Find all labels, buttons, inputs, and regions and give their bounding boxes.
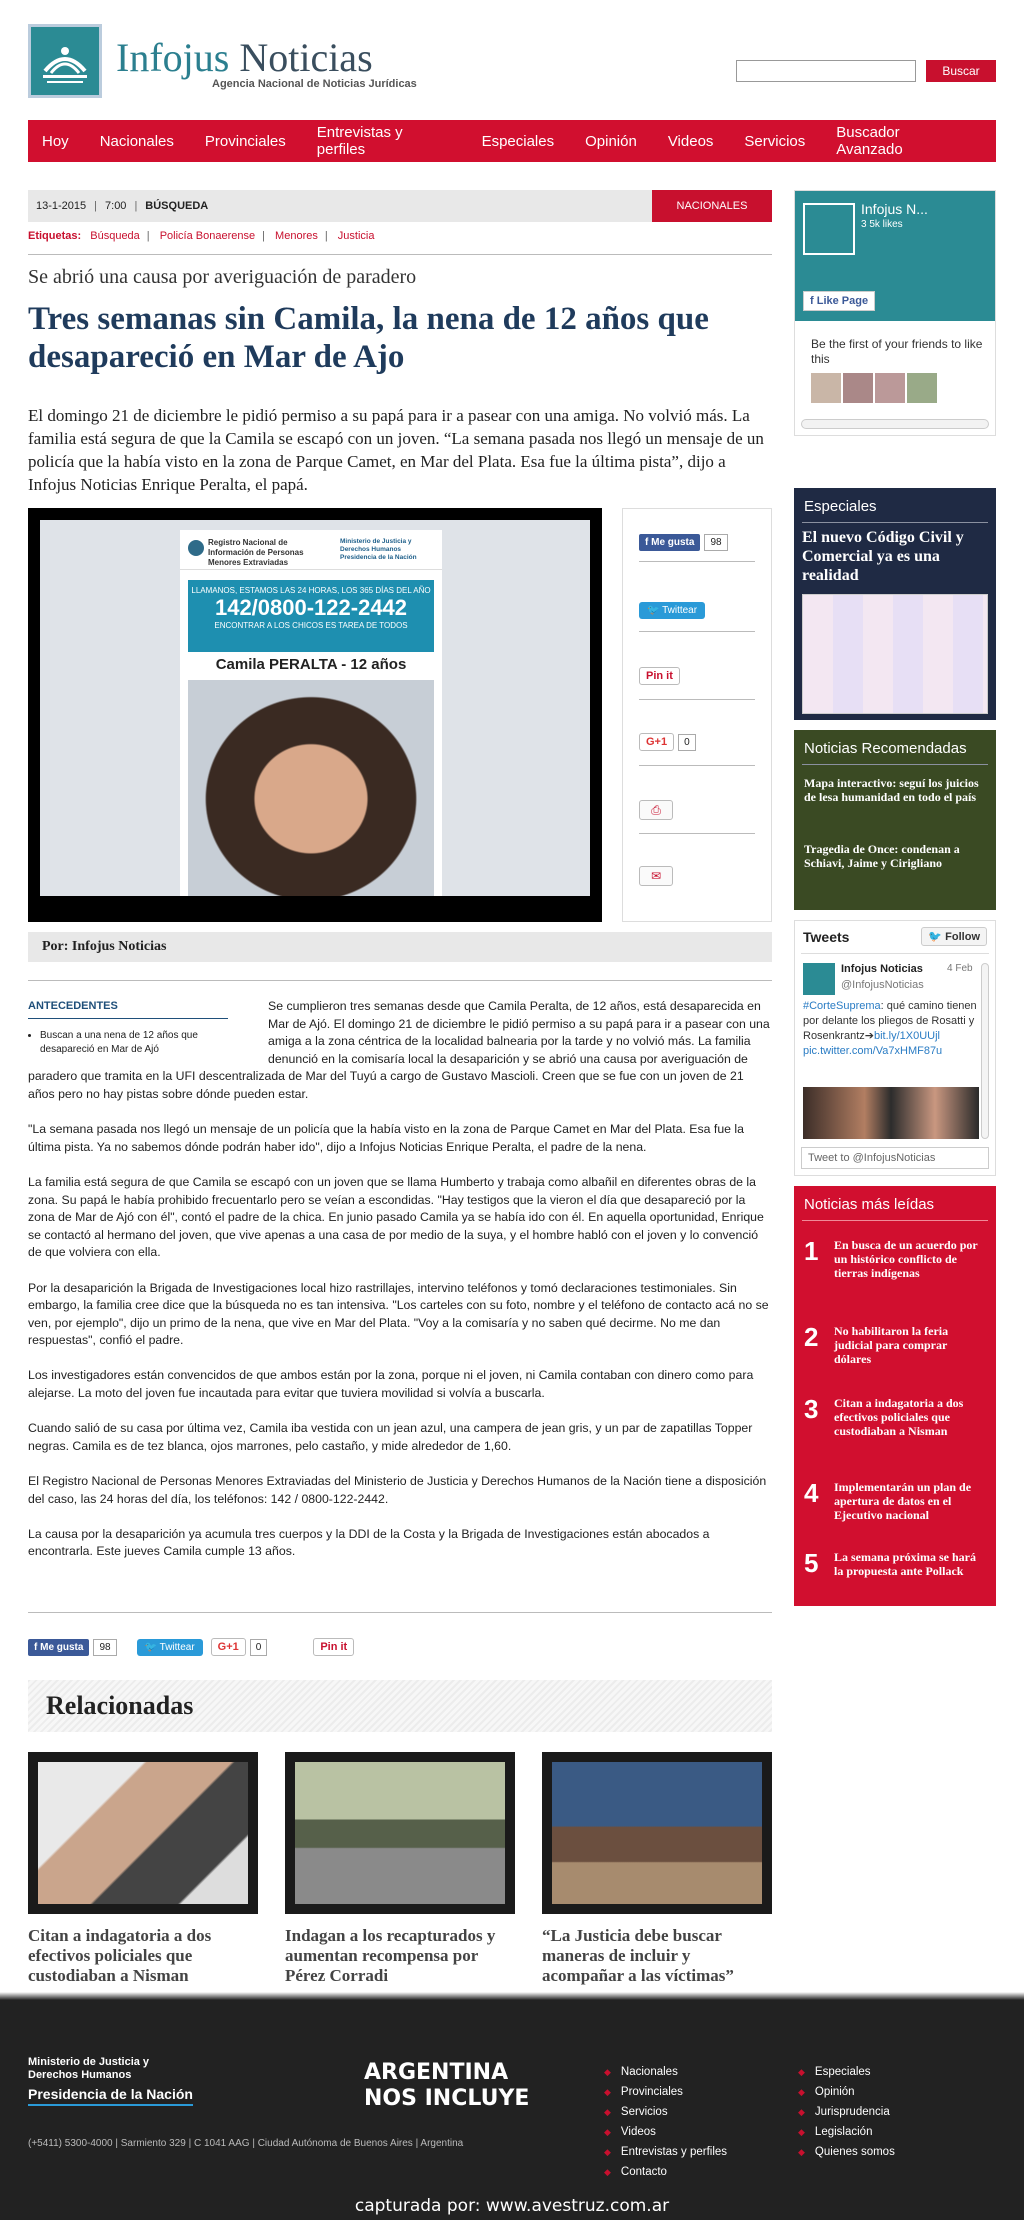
poster-phone: 142/0800-122-2442 [214, 595, 408, 620]
related-article[interactable] [542, 1752, 772, 1986]
article-paragraph: Por la desaparición la Brigada de Investigaciones local hizo rastrillajes, intervino teléfonos y tomó declaraciones testimoniales. Sin embargo, la familia cree dice que la búsqueda no es tan intensiva. "Los carteles con su foto, nombre y el teléfono de contacto acá no se ven, por ejemplo", dijo un primo de la nena, que vive en Mar del Plata. "Voy a la comisaría y no saben qué decirme. No me dan respuestas", confió el padre. [28, 1280, 769, 1348]
footer-link[interactable]: Contacto [620, 2166, 667, 2178]
pinterest-button[interactable]: Pin it [313, 1638, 354, 1656]
tag-link[interactable]: Justicia [337, 230, 375, 242]
footer-link[interactable]: Quienes somos [814, 2146, 895, 2158]
print-icon[interactable]: ⎙ [639, 800, 673, 820]
gplus-count: 0 [250, 1639, 268, 1656]
article-paragraph: La familia está segura de que Camila se escapó con un joven que se llama Humberto y trabaja como albañil en diferentes obras de la zona. Su papá le había prohibido frecuentarlo pero se veían a escondidas. "Hay testigos que la vieron el día que desapareció por la zona de Mar de Ajó con él", contó el padre de la chica. En junio pasado Camila ya se había ido con él. En aquella oportunidad, Enrique se contactó al hermano del joven, que vive apenas a una casa de por medio de la suya, y el hombre habló con el joven y lo convenció de que volviera con ella. [28, 1174, 764, 1260]
most-read-title[interactable]: La semana próxima se hará la propuesta ante Pollack [834, 1550, 976, 1578]
related-article[interactable] [28, 1752, 258, 1986]
article-meta-bar [28, 190, 772, 222]
tweet-link[interactable]: bit.ly/1X0UUjl [873, 1030, 940, 1042]
most-read-item[interactable] [804, 1236, 990, 1296]
footer-link[interactable]: Opinión [814, 2086, 855, 2098]
bottom-share-row [28, 1636, 354, 1658]
footer-link[interactable]: Jurisprudencia [814, 2106, 890, 2118]
especiales-label: Especiales [804, 498, 877, 515]
tag-list: Etiquetas: Búsqueda | Policía Bonaerense | Menores | Justicia [28, 230, 375, 242]
fb-friend-faces [811, 373, 939, 403]
footer-link[interactable]: Entrevistas y perfiles [620, 2146, 728, 2158]
divider [28, 980, 772, 981]
registry-seal-icon [188, 540, 204, 556]
most-read-title[interactable]: Citan a indagatoria a dos efectivos policiales que custodiaban a Nisman [834, 1396, 964, 1438]
related-photo [552, 1762, 762, 1904]
most-read-title[interactable]: Implementarán un plan de apertura de datos en el Ejecutivo nacional [834, 1480, 972, 1522]
article-lead: El domingo 21 de diciembre le pidió permiso a su papá para ir a pasear con una amiga. No volvió más. La familia está segura de que la Camila se escapó con un joven. “La semana pasada nos llegó un mensaje de un policía que la había visto en la zona de Parque Camet, en Mar del Plata. Esa fue la última pista”, dijo a Infojus Noticias Enrique Peralta, el papá. [28, 406, 764, 494]
gplus-count: 0 [678, 734, 696, 751]
like-count: 98 [704, 534, 727, 551]
tweet-hashtag[interactable]: #CorteSuprema [803, 1000, 881, 1012]
antecedente-link[interactable]: Buscan a una nena de 12 años que desapareció en Mar de Ajó [40, 1030, 198, 1055]
tweet-handle[interactable]: @InfojusNoticias [841, 979, 924, 991]
rank-number: 1 [804, 1236, 819, 1266]
fb-page-name[interactable]: Infojus N... [861, 201, 928, 217]
facebook-like-button[interactable]: f Me gusta [639, 534, 700, 551]
nav-videos[interactable]: Videos [667, 132, 714, 150]
fb-likes: 3 5k likes [861, 219, 903, 230]
footer-link[interactable]: Servicios [620, 2106, 668, 2118]
sun-logo-icon [39, 37, 91, 89]
article-kicker: Se abrió una causa por averiguación de paradero [28, 266, 417, 288]
poster-org: Registro Nacional de Información de Personas Menores Extraviadas [208, 538, 304, 567]
site-header [28, 24, 996, 100]
tweet-date[interactable]: 4 Feb [947, 963, 973, 974]
main-nav [28, 120, 996, 162]
antecedentes-title: ANTECEDENTES [28, 1000, 228, 1019]
mas-leidas-box [794, 1186, 996, 1606]
recommended-link[interactable]: Tragedia de Once: condenan a Schiavi, Jaime y Cirigliano [804, 842, 960, 870]
footer-link[interactable]: Videos [620, 2126, 656, 2138]
most-read-item[interactable] [804, 1394, 990, 1454]
tag-link[interactable]: Menores [275, 230, 318, 242]
nav-buscador-avanzado[interactable]: Buscador Avanzado [836, 124, 903, 158]
article-paragraph: El Registro Nacional de Personas Menores Extraviadas del Ministerio de Justicia y Derechos Humanos de la Nación tiene a disposición del caso, las 24 horas del día, los teléfonos: 142 / 0800-122-2442. [28, 1474, 767, 1506]
relacionadas-header: Relacionadas [28, 1680, 772, 1732]
category-badge[interactable]: NACIONALES [652, 190, 772, 222]
article-section: BÚSQUEDA [145, 200, 209, 212]
twitter-tweet-button[interactable]: 🐦 Twittear [639, 602, 705, 619]
share-column [622, 508, 772, 922]
footer-argentina-logo: ARGENTINA NOS INCLUYE [364, 2060, 530, 2111]
avatar[interactable] [875, 373, 905, 403]
nav-especiales[interactable]: Especiales [481, 132, 555, 150]
avatar[interactable] [811, 373, 841, 403]
recomendadas-box [794, 730, 996, 910]
footer-address: (+5411) 5300-4000 | Sarmiento 329 | C 1041 AAG | Ciudad Autónoma de Buenos Aires | Argentina [28, 2138, 464, 2149]
tag-link[interactable]: Búsqueda [90, 230, 140, 242]
divider [639, 561, 755, 562]
article-paragraph: La causa por la desaparición ya acumula tres cuerpos y la DDI de la Costa y la Brigada de Investigaciones están abocados a encontrarla. Este jueves Camila cumple 13 años. [28, 1526, 710, 1559]
article-date: 13-1-2015 [36, 200, 87, 212]
recommended-link[interactable]: Mapa interactivo: seguí los juicios de lesa humanidad en todo el país [804, 776, 979, 804]
most-read-item[interactable] [804, 1322, 990, 1382]
tweets-label: Tweets [803, 929, 850, 945]
especiales-title[interactable]: El nuevo Código Civil y Comercial ya es una realidad [802, 529, 964, 584]
divider [639, 699, 755, 700]
separator: | [94, 200, 98, 212]
article-body [28, 998, 772, 1579]
twitter-tweet-button[interactable]: 🐦 Twittear [137, 1639, 203, 1656]
nav-entrevistas[interactable]: Entrevistas y perfiles [316, 124, 403, 158]
site-logo[interactable] [28, 24, 102, 98]
footer-presidency[interactable]: Presidencia de la Nación [28, 2086, 193, 2106]
article-paragraph: "La semana pasada nos llegó un mensaje de un policía que la había visto en la zona de Parque Camet en Mar del Plata. Esa fue la última pista. Ya no sabemos dónde podrán haber ido", dijo a Infojus Noticias Enrique Peralta, el padre de la nena. [28, 1122, 744, 1154]
article-paragraph: Los investigadores están convencidos de que ambos están por la zona, porque ni el joven, ni Camila contaban con dinero como para alejarse. La moto del joven fue incautada para evitar que tuviera movilidad si volvía a buscarla. [28, 1368, 754, 1401]
child-photo [188, 680, 434, 896]
divider [639, 765, 755, 766]
article-photo [28, 508, 602, 922]
pinterest-button[interactable]: Pin it [639, 667, 680, 685]
like-page-button[interactable]: f Like Page [803, 291, 875, 311]
site-footer [0, 2000, 1024, 2220]
rank-number: 4 [804, 1478, 819, 1508]
related-title[interactable]: Indagan a los recapturados y aumentan recompensa por Pérez Corradi [285, 1926, 496, 1985]
missing-child-poster [180, 530, 442, 896]
fb-friends-text: Be the first of your friends to like this [811, 337, 983, 366]
footer-links-col2: ◆ Especiales ◆ Opinión ◆ Jurisprudencia ◆ Legislación ◆ Quienes somos [798, 2066, 895, 2158]
divider [639, 631, 755, 632]
tag-link[interactable]: Policía Bonaerense [159, 230, 256, 242]
like-count: 98 [93, 1639, 116, 1656]
nav-nacionales[interactable]: Nacionales [99, 132, 174, 150]
most-read-item[interactable] [804, 1548, 990, 1608]
follow-button[interactable]: 🐦 Follow [921, 927, 987, 946]
mas-leidas-label: Noticias más leídas [804, 1196, 935, 1213]
page-avatar[interactable] [803, 203, 855, 255]
related-article[interactable] [285, 1752, 515, 1986]
avatar[interactable] [907, 373, 937, 403]
divider [639, 833, 755, 834]
especiales-box [794, 488, 996, 720]
vertical-scrollbar[interactable] [981, 963, 989, 1139]
rank-number: 5 [804, 1548, 819, 1578]
search-button[interactable]: Buscar [926, 60, 996, 82]
nav-hoy[interactable]: Hoy [42, 132, 69, 150]
horizontal-scrollbar[interactable] [801, 419, 989, 429]
google-plus-button[interactable]: G+1 [211, 1638, 246, 1656]
nav-provinciales[interactable]: Provinciales [204, 132, 286, 150]
article-author: Por: Infojus Noticias [28, 932, 772, 962]
tweet-text: #CorteSuprema: qué camino tienen por delante los pliegos de Rosatti y Rosenkrantz➔bit.ly/1X0UUjl pic.twitter.com/Va7xHMF87u [803, 1000, 977, 1057]
poster-child-name: Camila PERALTA - 12 años [215, 656, 407, 673]
article-headline: Tres semanas sin Camila, la nena de 12 años que desapareció en Mar de Ajo [28, 301, 709, 375]
poster-line2: ENCONTRAR A LOS CHICOS ES TAREA DE TODOS [214, 621, 408, 630]
twitter-widget [794, 920, 996, 1176]
especiales-image[interactable] [802, 594, 988, 714]
related-photo [38, 1762, 248, 1904]
recomendadas-label: Noticias Recomendadas [804, 740, 967, 757]
tags-label: Etiquetas: [28, 230, 82, 242]
facebook-page-widget [794, 190, 996, 436]
rank-number: 2 [804, 1322, 819, 1352]
facebook-like-button[interactable]: f Me gusta [28, 1639, 89, 1656]
separator: | [134, 200, 138, 212]
footer-ministry: Ministerio de Justicia y Derechos Humanos [28, 2056, 150, 2081]
footer-link[interactable]: Especiales [814, 2066, 871, 2078]
brand-tagline: Agencia Nacional de Noticias Jurídicas [212, 78, 417, 90]
tweet-image[interactable] [803, 1087, 979, 1139]
article-paragraph: Se cumplieron tres semanas desde que Camila Peralta, de 12 años, está desaparecida en Mar de Ajó. El domingo 21 de diciembre le pidió permiso a su papá para ir a pasear con una amiga a la zona céntrica de la localidad balnearia por la tarde y no volvió más. La familia denunció en la comisaría local la desaparición y se abrió una causa por averiguación de paradero que tramita en la UFI descentralizada de Mar del Tuyú a cargo de Gustavo Mascioli. Creen que se fue con un joven de 21 años pero no hay pistas sobre dónde pueden estar. [28, 999, 770, 1101]
search-input[interactable] [736, 60, 916, 82]
divider [28, 254, 772, 255]
email-icon[interactable]: ✉ [639, 866, 673, 886]
tweet-avatar[interactable] [803, 963, 835, 995]
divider [28, 1612, 772, 1613]
poster-ministry: Ministerio de Justicia y Derechos Humanos Presidencia de la Nación [340, 538, 417, 561]
article-time: 7:00 [105, 200, 127, 212]
nav-servicios[interactable]: Servicios [744, 132, 806, 150]
most-read-title[interactable]: En busca de un acuerdo por un histórico conflicto de tierras indígenas [834, 1238, 978, 1280]
tweet-user[interactable]: Infojus Noticias [841, 963, 923, 975]
footer-links-col1: ◆ Nacionales ◆ Provinciales ◆ Servicios ◆ Videos ◆ Entrevistas y perfiles ◆ Contacto [604, 2066, 728, 2178]
footer-link[interactable]: Nacionales [620, 2066, 678, 2078]
most-read-item[interactable] [804, 1478, 990, 1538]
capture-credit: capturada por: www.avestruz.com.ar [354, 2196, 670, 2216]
brand-name[interactable]: Infojus Noticias [116, 35, 373, 80]
google-plus-button[interactable]: G+1 [639, 733, 674, 751]
poster-line1: LLAMANOS, ESTAMOS LAS 24 HORAS, LOS 365 DÍAS DEL AÑO [191, 586, 431, 595]
most-read-title[interactable]: No habilitaron la feria judicial para comprar dólares [834, 1324, 949, 1366]
related-title[interactable]: Citan a indagatoria a dos efectivos policiales que custodiaban a Nisman [28, 1926, 212, 1985]
related-photo [295, 1762, 505, 1904]
footer-link[interactable]: Provinciales [620, 2086, 683, 2098]
article-paragraph: Cuando salió de su casa por última vez, Camila iba vestida con un jean azul, una campera de jean gris, y un par de zapatillas Topper negras. Camila es de tez blanca, ojos marrones, pelo castaño, y mide alrededor de 1,60. [28, 1421, 753, 1453]
related-title[interactable]: “La Justicia debe buscar maneras de incluir y acompañar a las víctimas” [542, 1926, 734, 1985]
tweet-to-input[interactable]: Tweet to @InfojusNoticias [801, 1147, 989, 1169]
antecedentes-box [28, 1000, 228, 1057]
nav-opinion[interactable]: Opinión [585, 132, 637, 150]
avatar[interactable] [843, 373, 873, 403]
footer-link[interactable]: Legislación [814, 2126, 873, 2138]
tweet-pic-link[interactable]: pic.twitter.com/Va7xHMF87u [803, 1045, 943, 1057]
rank-number: 3 [804, 1394, 819, 1424]
